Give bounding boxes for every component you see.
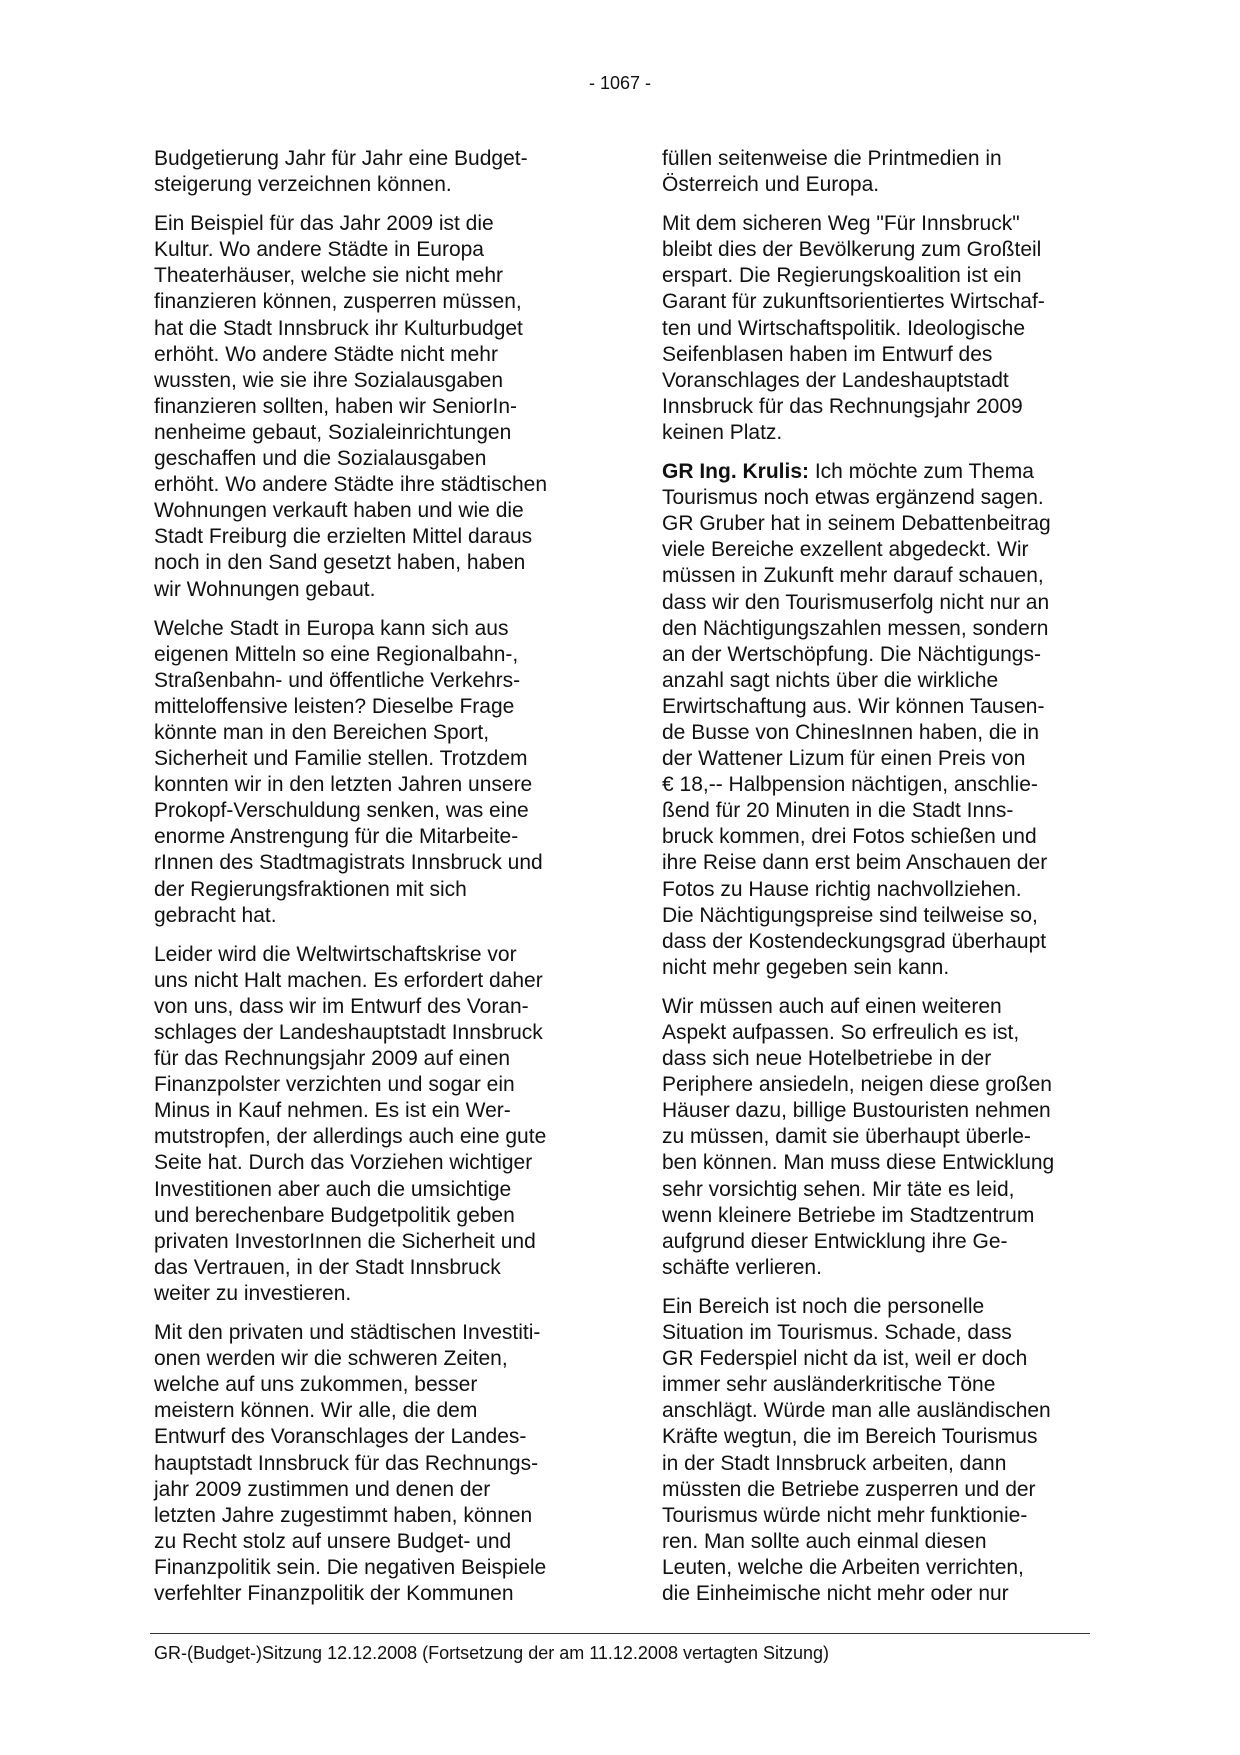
page-number: - 1067 - <box>588 73 652 93</box>
right-paragraph-4: Wir müssen auch auf einen weiteren Aspekt aufpassen. So erfreulich es ist, dass sich neue Hotelbetriebe in der Periphere ansiedeln, neigen diese großen Häuser dazu, billige Bustouristen nehmen zu müssen, damit sie überhaupt überle- ben können. Man muss diese Entwicklung sehr vorsichtig sehen. Mir täte es leid, wenn kleinere Betriebe im Stadtzentrum aufgrund dieser Entwicklung ihre Ge- schäfte verlieren. <box>662 994 1055 1279</box>
right-paragraph-3 <box>662 459 1102 981</box>
right-paragraph-5: Ein Bereich ist noch die personelle Situation im Tourismus. Schade, dass GR Federspiel nicht da ist, weil er doch immer sehr ausländerkritische Töne anschlägt. Würde man alle ausländischen Kräfte wegtun, die im Bereich Tourismus in der Stadt Innsbruck arbeiten, dann müssten die Betriebe zusperren und der Tourismus würde nicht mehr funktionie- ren. Man sollte auch einmal diesen Leuten, welche die Arbeiten verrichten, die Einheimische nicht mehr oder nur <box>662 1294 1051 1605</box>
speech-text: Ich möchte zum Thema Tourismus noch etwas ergänzend sagen. GR Gruber hat in seinem Debattenbeitrag viele Bereiche exzellent abgedeckt. Wir müssen in Zukunft mehr darauf schauen, dass wir den Tourismuserfolg nicht nur an den Nächtigungszahlen messen, sondern an der Wertschöpfung. Die Nächtigungs- anzahl sagt nichts über die wirkliche Erwirtschaftung aus. Wir können Tausen- de Busse von ChinesInnen haben, die in der Wattener Lizum für einen Preis von € 18,-- Halbpension nächtigen, anschlie- ßend für 20 Minuten in die Stadt Inns- bruck kommen, drei Fotos schießen und ihre Reise dann erst beim Anschauen der Fotos zu Hause richtig nachvollziehen. Die Nächtigungspreise sind teilweise so, dass der Kostendeckungsgrad überhaupt nicht mehr gegeben sein kann. <box>662 460 1051 979</box>
left-paragraph-2: Ein Beispiel für das Jahr 2009 ist die Kultur. Wo andere Städte in Europa Theaterhäuser, welche sie nicht mehr finanzieren können, zusperren müssen, hat die Stadt Innsbruck ihr Kulturbudget erhöht. Wo andere Städte nicht mehr wussten, wie sie ihre Sozialausgaben finanzieren sollten, haben wir SeniorIn- nenheime gebaut, Sozialeinrichtungen geschaffen und die Sozialausgaben erhöht. Wo andere Städte ihre städtischen Wohnungen verkauft haben und wie die Stadt Freiburg die erzielten Mittel daraus noch in den Sand gesetzt haben, haben wir Wohnungen gebaut. <box>154 212 548 601</box>
left-paragraph-1: Budgetierung Jahr für Jahr eine Budget- steigerung verzeichnen können. <box>154 147 528 197</box>
footer-divider <box>150 1633 1090 1634</box>
left-column <box>154 146 594 1620</box>
speaker-name: GR Ing. Krulis: <box>662 460 809 484</box>
left-paragraph-4: Leider wird die Weltwirtschaftskrise vor uns nicht Halt machen. Es erfordert daher von uns, dass wir im Entwurf des Voran- schlages der Landeshauptstadt Innsbruck für das Rechnungsjahr 2009 auf einen Finanzpolster verzichten und sogar ein Minus in Kauf nehmen. Es ist ein Wer- mutstropfen, der allerdings auch eine gute Seite hat. Durch das Vorziehen wichtiger Investitionen aber auch die umsichtige und berechenbare Budgetpolitik geben privaten InvestorInnen die Sicherheit und das Vertrauen, in der Stadt Innsbruck weiter zu investieren. <box>154 942 547 1305</box>
right-paragraph-2: Mit dem sicheren Weg "Für Innsbruck" bleibt dies der Bevölkerung zum Großteil erspart. Die Regierungskoalition ist ein Garant für zukunftsorientiertes Wirtschaf- ten und Wirtschaftspolitik. Ideologische Seifenblasen haben im Entwurf des Voranschlages der Landeshauptstadt Innsbruck für das Rechnungsjahr 2009 keinen Platz. <box>662 212 1045 444</box>
left-paragraph-3: Welche Stadt in Europa kann sich aus eigenen Mitteln so eine Regionalbahn-, Straßenbahn- und öffentliche Verkehrs- mitteloffensive leisten? Dieselbe Frage könnte man in den Bereichen Sport, Sicherheit und Familie stellen. Trotzdem konnten wir in den letzten Jahren unsere Prokopf-Verschuldung senken, was eine enorme Anstrengung für die Mitarbeite- rInnen des Stadtmagistrats Innsbruck und der Regierungsfraktionen mit sich gebracht hat. <box>154 616 543 927</box>
right-paragraph-1: füllen seitenweise die Printmedien in Österreich und Europa. <box>662 147 1002 197</box>
left-paragraph-5: Mit den privaten und städtischen Investiti- onen werden wir die schweren Zeiten, welche auf uns zukommen, besser meistern können. Wir alle, die dem Entwurf des Voranschlages der Landes- hauptstadt Innsbruck für das Rechnungs- jahr 2009 zustimmen und denen der letzten Jahre zugestimmt haben, können zu Recht stolz auf unsere Budget- und Finanzpolitik sein. Die negativen Beispiele verfehlter Finanzpolitik der Kommunen <box>154 1321 547 1605</box>
right-column <box>662 146 1102 1620</box>
footer-text: GR-(Budget-)Sitzung 12.12.2008 (Fortsetzung der am 11.12.2008 vertagten Sitzung) <box>154 1643 830 1663</box>
